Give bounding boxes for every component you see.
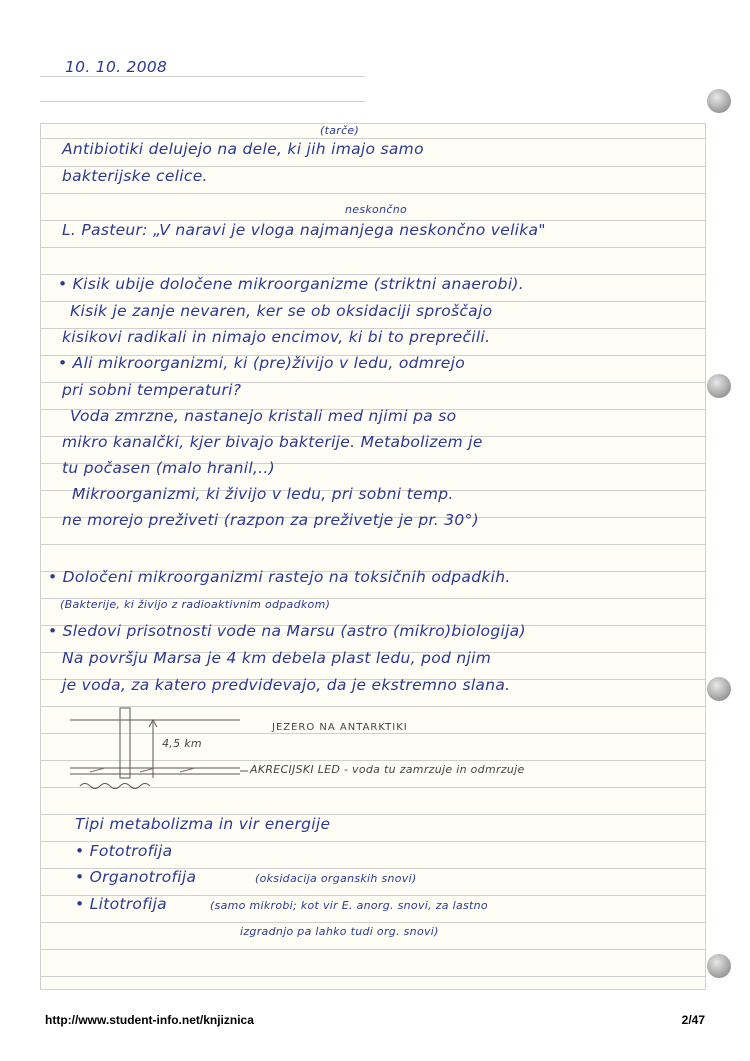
note-line: tu počasen (malo hranil,..) [62, 459, 275, 477]
note-line: • Organotrofija [75, 868, 197, 886]
note-line: (samo mikrobi; kot vir E. anorg. snovi, za lastno [210, 899, 488, 912]
note-line: Kisik je zanje nevaren, ker se ob oksidaciji sproščajo [70, 302, 493, 320]
note-line: Na površju Marsa je 4 km debela plast ledu, pod njim [62, 649, 492, 667]
note-line: izgradnjo pa lahko tudi org. snovi) [240, 925, 439, 938]
header-rule [40, 76, 365, 77]
note-line: • Litotrofija [75, 895, 167, 913]
page-number: 2/47 [681, 1013, 705, 1027]
note-line: • Ali mikroorganizmi, ki (pre)živijo v ledu, odmrejo [58, 354, 466, 372]
note-line: je voda, za katero predvidevajo, da je ekstremno slana. [62, 676, 511, 694]
annotation: neskončno [345, 203, 407, 216]
note-line: Voda zmrzne, nastanejo kristali med njimi pa so [70, 407, 457, 425]
note-line: bakterijske celice. [62, 167, 208, 185]
note-line: (oksidacija organskih snovi) [255, 872, 417, 885]
punch-hole [707, 677, 731, 701]
annotation: (tarče) [320, 124, 360, 137]
date: 10. 10. 2008 [65, 58, 168, 76]
note-line: • Določeni mikroorganizmi rastejo na toksičnih odpadkih. [48, 568, 511, 586]
note-line: • Kisik ubije določene mikroorganizme (striktni anaerobi). [58, 275, 524, 293]
note-line: mikro kanalčki, kjer bivajo bakterije. Metabolizem je [62, 433, 483, 451]
note-line: pri sobni temperaturi? [62, 381, 242, 399]
note-line: Mikroorganizmi, ki živijo v ledu, pri sobni temp. [72, 485, 454, 503]
diagram-depth: 4,5 km [162, 737, 202, 750]
diagram-label: AKRECIJSKI LED - voda tu zamrzuje in odmrzuje [250, 763, 525, 776]
note-line: L. Pasteur: „V naravi je vloga najmanjega neskončno velika" [62, 221, 546, 239]
note-line: ne morejo preživeti (razpon za preživetje je pr. 30°) [62, 511, 479, 529]
footer-url[interactable]: http://www.student-info.net/knjiznica [45, 1013, 254, 1027]
note-line: (Bakterije, ki živijo z radioaktivnim odpadkom) [60, 598, 331, 611]
diagram-title: JEZERO NA ANTARKTIKI [272, 722, 408, 733]
header-rule [40, 101, 365, 102]
section-heading: Tipi metabolizma in vir energije [75, 815, 331, 833]
note-line: kisikovi radikali in nimajo encimov, ki bi to preprečili. [62, 328, 491, 346]
note-line: • Fototrofija [75, 842, 173, 860]
note-line: • Sledovi prisotnosti vode na Marsu (astro (mikro)biologija) [48, 622, 526, 640]
lake-diagram [60, 700, 250, 790]
note-line: Antibiotiki delujejo na dele, ki jih imajo samo [62, 140, 424, 158]
punch-hole [707, 374, 731, 398]
punch-hole [707, 89, 731, 113]
punch-hole [707, 954, 731, 978]
